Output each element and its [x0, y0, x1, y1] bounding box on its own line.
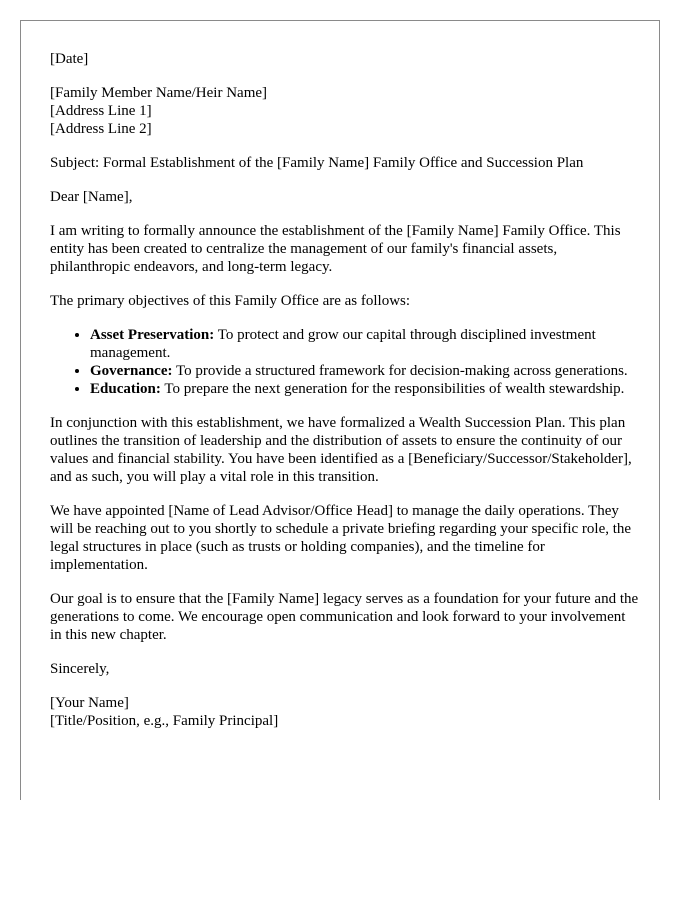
objective-title: Education:: [90, 381, 161, 397]
paragraph-announcement: I am writing to formally announce the establishment of the [Family Name] Family Office. This entity has been created to centralize the management of our family's financial assets, philanthropic endeavors, and long-term legacy.: [50, 223, 621, 275]
paragraph-succession-plan: In conjunction with this establishment, we have formalized a Wealth Succession Plan. This plan outlines the transition of leadership and the distribution of assets to ensure the continuity of our values and financial stability. You have been identified as a [Beneficiary/Successor/Stakeholder], and as such, you will play a vital role in this transition.: [50, 415, 632, 485]
letter-subject: Subject: Formal Establishment of the [Family Name] Family Office and Succession Plan: [50, 155, 584, 171]
letter-page: [20, 20, 660, 800]
objective-title: Governance:: [90, 363, 173, 379]
objective-title: Asset Preservation:: [90, 327, 215, 343]
objective-item: [90, 362, 640, 380]
recipient-name: [Family Member Name/Heir Name]: [50, 85, 268, 101]
letter-closing: Sincerely,: [50, 661, 110, 677]
recipient-address-line-1: [Address Line 1]: [50, 103, 152, 119]
paragraph-goal: Our goal is to ensure that the [Family Name] legacy serves as a foundation for your future and the generations to come. We encourage open communication and look forward to your involvement in this new chapter.: [50, 591, 639, 643]
signature-block: [50, 694, 640, 730]
objective-text: To provide a structured framework for decision-making across generations.: [172, 363, 628, 379]
recipient-address-line-2: [Address Line 2]: [50, 121, 152, 137]
objective-text: To prepare the next generation for the responsibilities of wealth stewardship.: [160, 381, 625, 397]
signature-title: [Title/Position, e.g., Family Principal]: [50, 713, 279, 729]
signature-name: [Your Name]: [50, 695, 129, 711]
objectives-list: [50, 326, 640, 398]
recipient-block: [50, 84, 640, 138]
objective-item: [90, 326, 640, 362]
objective-item: [90, 380, 640, 398]
paragraph-advisor: We have appointed [Name of Lead Advisor/Office Head] to manage the daily operations. They will be reaching out to you shortly to schedule a private briefing regarding your specific role, the legal structures in place (such as trusts or holding companies), and the timeline for implementation.: [50, 503, 632, 573]
objective-text: To protect and grow our capital through disciplined investment management.: [90, 327, 596, 361]
letter-date: [Date]: [50, 51, 89, 67]
letter-body: [50, 50, 640, 746]
objectives-intro: The primary objectives of this Family Office are as follows:: [50, 293, 411, 309]
letter-salutation: Dear [Name],: [50, 189, 133, 205]
